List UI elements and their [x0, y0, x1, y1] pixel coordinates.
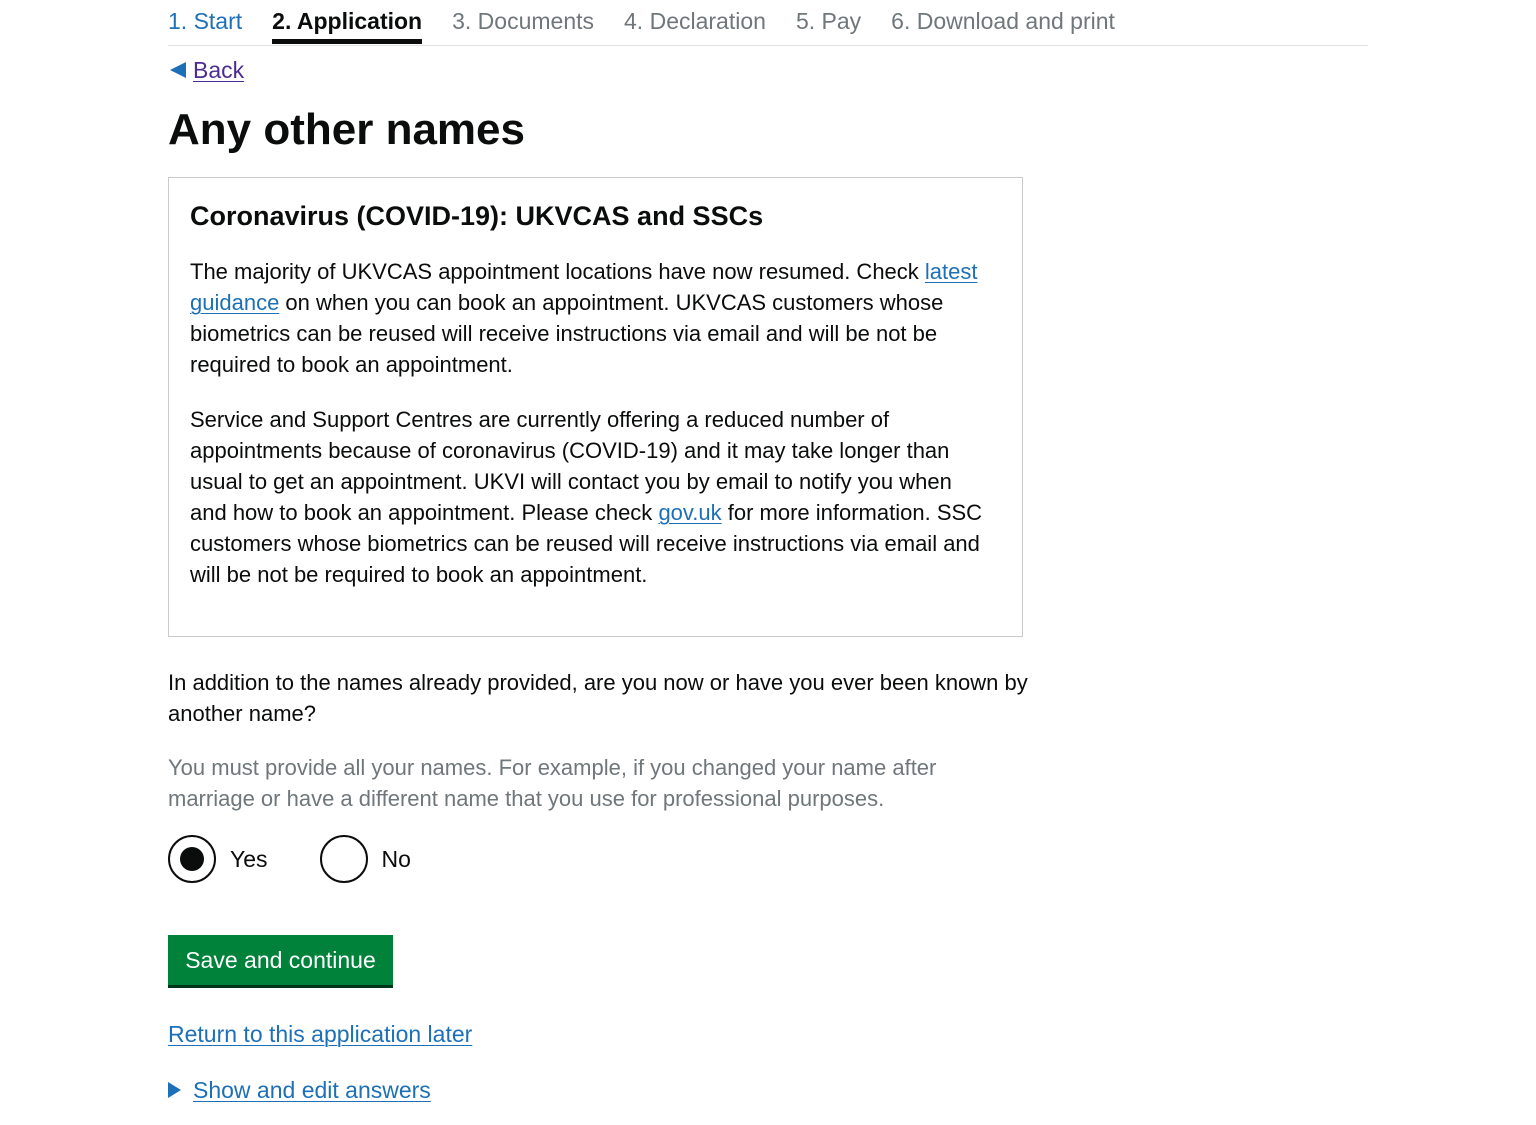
notice-paragraph-ukvcas	[190, 256, 990, 380]
notice-p2-text-start: Service and Support Centres are currently offering a reduced number of appointments because of coronavirus (COVID-19) and it may take longer than usual to get an appointment. UKVI will contact you by email to notify you when and how to book an appointment. Please check	[190, 407, 952, 525]
page-container	[168, 0, 1368, 1103]
radio-option-yes[interactable]	[168, 835, 268, 883]
step-start[interactable]: 1. Start	[168, 8, 243, 34]
notice-p1-text-start: The majority of UKVCAS appointment locations have now resumed. Check	[190, 259, 925, 284]
radio-yes-label[interactable]: Yes	[230, 845, 268, 872]
covid-notice-box	[168, 177, 1023, 637]
save-and-continue-button[interactable]: Save and continue	[168, 935, 393, 985]
other-names-radio-group	[168, 835, 463, 883]
notice-p2-text-end: for more information. SSC customers whose biometrics can be reused will receive instructions via email and will be not be required to book an appointment.	[190, 500, 983, 587]
notice-p1-text-end: on when you can book an appointment. UKVCAS customers whose biometrics can be reused will receive instructions via email and will be not be required to book an appointment.	[190, 290, 944, 377]
radio-yes-selected-indicator[interactable]	[168, 835, 216, 883]
step-navigation	[168, 0, 1368, 46]
step-documents: 3. Documents	[452, 8, 595, 34]
step-application: 2. Application	[272, 6, 422, 44]
notice-title: Coronavirus (COVID-19): UKVCAS and SSCs	[190, 201, 764, 231]
return-later-link[interactable]: Return to this application later	[168, 1021, 473, 1047]
page-title: Any other names	[168, 105, 525, 154]
back-link[interactable]: Back	[193, 57, 245, 83]
show-edit-answers-toggle[interactable]	[168, 1075, 431, 1105]
radio-no-indicator[interactable]	[320, 835, 368, 883]
radio-no-label[interactable]: No	[381, 845, 411, 872]
notice-paragraph-ssc	[190, 404, 990, 590]
gov-uk-link[interactable]: gov.uk	[658, 500, 722, 525]
latest-guidance-link[interactable]: latest guidance	[190, 259, 978, 315]
triangle-right-icon	[168, 1082, 181, 1098]
other-names-question: In addition to the names already provided, are you now or have you ever been known by another name?	[168, 670, 1028, 726]
step-declaration: 4. Declaration	[624, 8, 766, 34]
step-pay: 5. Pay	[795, 8, 862, 34]
step-download-print: 6. Download and print	[891, 8, 1115, 34]
back-arrow-icon	[170, 62, 186, 78]
radio-option-no[interactable]	[320, 835, 411, 883]
show-edit-answers-link[interactable]: Show and edit answers	[193, 1077, 431, 1103]
other-names-hint: You must provide all your names. For example, if you changed your name after marriage or have a different name that you use for professional purposes.	[168, 755, 937, 811]
back-link-group[interactable]	[170, 56, 244, 84]
